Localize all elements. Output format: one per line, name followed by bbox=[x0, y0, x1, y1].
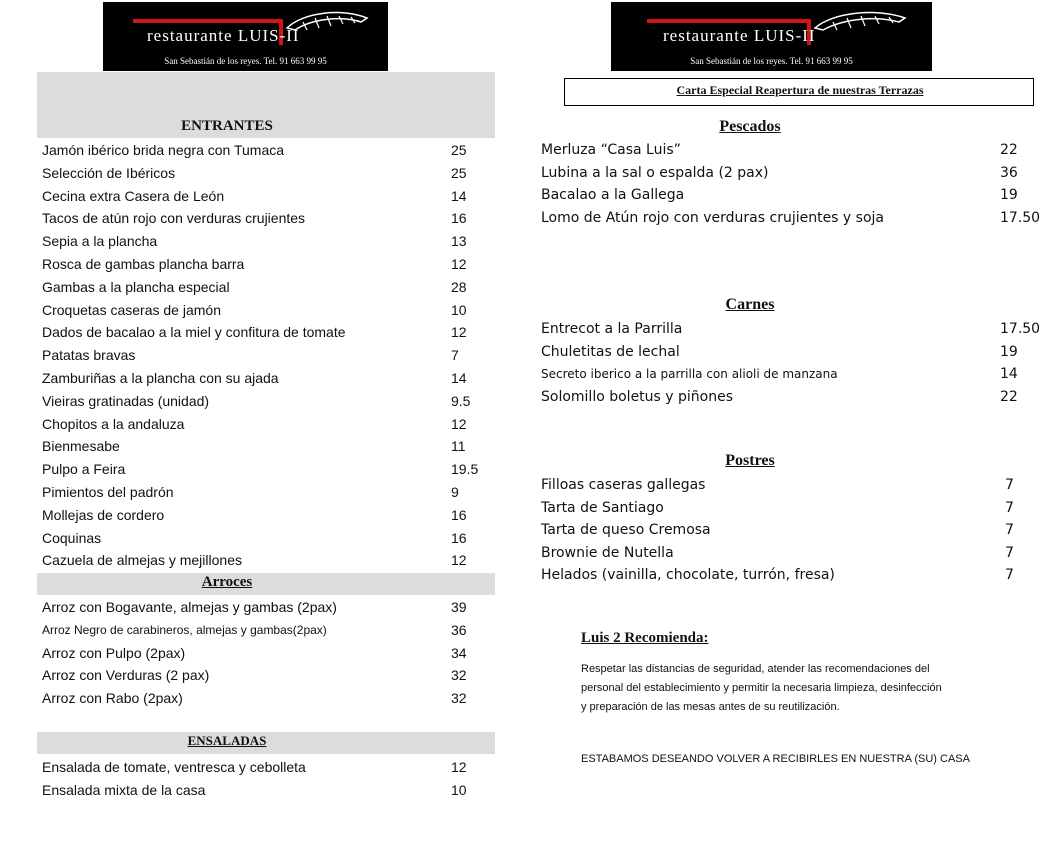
menu-item-price: 39 bbox=[451, 599, 467, 615]
menu-item-price: 19.5 bbox=[451, 461, 479, 477]
menu-item-name: Vieiras gratinadas (unidad) bbox=[42, 393, 210, 409]
recomienda-line: Respetar las distancias de seguridad, atender las recomendaciones del bbox=[581, 663, 930, 675]
restaurant-logo-right bbox=[611, 2, 932, 71]
entrantes-heading: ENTRANTES bbox=[181, 118, 273, 134]
menu-item-name: Tacos de atún rojo con verduras crujientes bbox=[42, 210, 306, 226]
special-menu-title: Carta Especial Reapertura de nuestras Terrazas bbox=[676, 83, 924, 97]
menu-item-price: 12 bbox=[451, 324, 467, 340]
menu-item bbox=[42, 642, 500, 664]
menu-item-name: Arroz Negro de carabineros, almejas y gambas(2pax) bbox=[42, 623, 327, 637]
menu-item-name: Bacalao a la Gallega bbox=[541, 187, 685, 203]
menu-item-price: 17.50 bbox=[1000, 321, 1040, 337]
menu-item-price: 7 bbox=[451, 347, 459, 363]
menu-item bbox=[42, 299, 500, 321]
recomienda-text bbox=[581, 660, 1021, 717]
menu-item bbox=[541, 162, 1024, 184]
menu-item bbox=[42, 435, 500, 457]
menu-item-name: Tarta de queso Cremosa bbox=[541, 522, 711, 538]
menu-item-name: Rosca de gambas plancha barra bbox=[42, 256, 245, 272]
menu-item bbox=[42, 664, 500, 686]
menu-item bbox=[541, 318, 1040, 340]
menu-item bbox=[541, 207, 1040, 229]
menu-item-price: 36 bbox=[1000, 165, 1018, 181]
menu-item bbox=[541, 519, 1024, 541]
menu-item-name: Patatas bravas bbox=[42, 347, 136, 363]
menu-item bbox=[541, 386, 1024, 408]
menu-item-price: 22 bbox=[1000, 389, 1018, 405]
menu-item-name: Cecina extra Casera de León bbox=[42, 188, 225, 204]
menu-item-price: 12 bbox=[451, 552, 467, 568]
logo-subtitle: San Sebastián de los reyes. Tel. 91 663 99 95 bbox=[164, 56, 327, 66]
ensaladas-heading: ENSALADAS bbox=[187, 733, 267, 748]
menu-item-name: Zamburiñas a la plancha con su ajada bbox=[42, 370, 279, 386]
menu-item-price: 14 bbox=[1000, 366, 1018, 382]
logo-name: restaurante LUIS-II bbox=[663, 26, 816, 45]
menu-item-name: Jamón ibérico brida negra con Tumaca bbox=[42, 142, 285, 158]
menu-item-price: 16 bbox=[451, 507, 467, 523]
menu-item bbox=[541, 341, 1024, 363]
menu-item-name: Selección de Ibéricos bbox=[42, 165, 176, 181]
menu-item-name: Arroz con Verduras (2 pax) bbox=[42, 667, 210, 683]
menu-item-price: 10 bbox=[451, 302, 467, 318]
menu-item bbox=[541, 564, 1024, 586]
menu-item-name: Chuletitas de lechal bbox=[541, 344, 680, 360]
menu-item bbox=[42, 779, 500, 801]
menu-item-name: Gambas a la plancha especial bbox=[42, 279, 230, 295]
menu-item-name: Ensalada mixta de la casa bbox=[42, 782, 206, 798]
closing-message: ESTABAMOS DESEANDO VOLVER A RECIBIRLES EN NUESTRA (SU) CASA bbox=[581, 753, 970, 765]
menu-item-price: 9.5 bbox=[451, 393, 471, 409]
menu-item bbox=[42, 276, 500, 298]
menu-item-price: 12 bbox=[451, 759, 467, 775]
menu-item-name: Sepia a la plancha bbox=[42, 233, 158, 249]
menu-item-price: 12 bbox=[451, 256, 467, 272]
menu-item-price: 28 bbox=[451, 279, 467, 295]
menu-item-name: Lubina a la sal o espalda (2 pax) bbox=[541, 165, 769, 181]
menu-item bbox=[42, 253, 500, 275]
menu-item-price: 7 bbox=[1005, 545, 1014, 561]
menu-item-price: 14 bbox=[451, 370, 467, 386]
menu-item-name: Cazuela de almejas y mejillones bbox=[42, 552, 242, 568]
menu-item bbox=[42, 344, 500, 366]
menu-item-name: Filloas caseras gallegas bbox=[541, 477, 706, 493]
special-menu-title-box bbox=[564, 78, 1034, 106]
menu-item bbox=[541, 363, 1024, 385]
menu-item-price: 32 bbox=[451, 667, 467, 683]
menu-item-price: 7 bbox=[1005, 567, 1014, 583]
menu-item bbox=[42, 527, 500, 549]
pescados-heading: Pescados bbox=[719, 118, 781, 135]
menu-item-name: Lomo de Atún rojo con verduras crujientes y soja bbox=[541, 210, 884, 226]
restaurant-logo-left bbox=[103, 2, 388, 71]
menu-item bbox=[42, 756, 500, 778]
menu-item-price: 11 bbox=[451, 438, 466, 454]
menu-item-price: 19 bbox=[1000, 187, 1018, 203]
recomienda-line: y preparación de las mesas antes de su reutilización. bbox=[581, 701, 840, 713]
recomienda-heading: Luis 2 Recomienda: bbox=[581, 630, 709, 646]
menu-item-name: Mollejas de cordero bbox=[42, 507, 165, 523]
menu-item bbox=[42, 458, 500, 480]
menu-item bbox=[541, 497, 1024, 519]
menu-item bbox=[42, 185, 500, 207]
menu-item bbox=[42, 367, 500, 389]
menu-item-name: Pimientos del padrón bbox=[42, 484, 174, 500]
menu-item-name: Brownie de Nutella bbox=[541, 545, 674, 561]
menu-item bbox=[541, 139, 1024, 161]
menu-item-price: 10 bbox=[451, 782, 467, 798]
menu-item-price: 7 bbox=[1005, 477, 1014, 493]
menu-item-price: 16 bbox=[451, 530, 467, 546]
menu-item-price: 7 bbox=[1005, 500, 1014, 516]
menu-item bbox=[42, 162, 500, 184]
menu-item-name: Arroz con Pulpo (2pax) bbox=[42, 645, 186, 661]
carnes-heading: Carnes bbox=[725, 296, 775, 313]
menu-item bbox=[42, 321, 500, 343]
menu-item-price: 13 bbox=[451, 233, 467, 249]
menu-item bbox=[541, 184, 1024, 206]
menu-item-price: 7 bbox=[1005, 522, 1014, 538]
menu-item-price: 36 bbox=[451, 622, 467, 638]
menu-item-name: Chopitos a la andaluza bbox=[42, 416, 185, 432]
menu-item bbox=[42, 413, 500, 435]
menu-item-name: Dados de bacalao a la miel y confitura de tomate bbox=[42, 324, 346, 340]
logo-subtitle: San Sebastián de los reyes. Tel. 91 663 99 95 bbox=[690, 56, 853, 66]
menu-item-price: 22 bbox=[1000, 142, 1018, 158]
menu-item-name: Secreto iberico a la parrilla con alioli de manzana bbox=[541, 367, 838, 381]
lobster-icon bbox=[811, 8, 911, 34]
menu-item bbox=[42, 619, 500, 641]
menu-item-price: 19 bbox=[1000, 344, 1018, 360]
menu-item-name: Solomillo boletus y piñones bbox=[541, 389, 734, 405]
menu-item-price: 17.50 bbox=[1000, 210, 1040, 226]
logo-name: restaurante LUIS-II bbox=[147, 26, 300, 45]
menu-item-name: Pulpo a Feira bbox=[42, 461, 126, 477]
menu-item-price: 16 bbox=[451, 210, 467, 226]
menu-item bbox=[541, 474, 1024, 496]
postres-heading: Postres bbox=[725, 452, 775, 469]
menu-item-name: Merluza “Casa Luis” bbox=[541, 142, 681, 158]
menu-item-name: Arroz con Rabo (2pax) bbox=[42, 690, 183, 706]
menu-item bbox=[42, 139, 500, 161]
menu-item-name: Entrecot a la Parrilla bbox=[541, 321, 683, 337]
menu-item-name: Bienmesabe bbox=[42, 438, 120, 454]
menu-item bbox=[42, 504, 500, 526]
menu-item bbox=[42, 596, 500, 618]
menu-item bbox=[541, 542, 1024, 564]
menu-item-name: Ensalada de tomate, ventresca y cebolleta bbox=[42, 759, 306, 775]
menu-item-price: 34 bbox=[451, 645, 467, 661]
menu-item-price: 14 bbox=[451, 188, 467, 204]
menu-item-price: 12 bbox=[451, 416, 467, 432]
menu-item-price: 25 bbox=[451, 165, 467, 181]
menu-item-name: Arroz con Bogavante, almejas y gambas (2pax) bbox=[42, 599, 337, 615]
menu-item-name: Helados (vainilla, chocolate, turrón, fresa) bbox=[541, 567, 835, 583]
menu-item-name: Tarta de Santiago bbox=[541, 500, 664, 516]
menu-item-price: 9 bbox=[451, 484, 459, 500]
menu-item-price: 25 bbox=[451, 142, 467, 158]
menu-item bbox=[42, 207, 500, 229]
arroces-heading: Arroces bbox=[201, 574, 253, 590]
menu-item bbox=[42, 549, 500, 571]
menu-item-name: Croquetas caseras de jamón bbox=[42, 302, 221, 318]
menu-item bbox=[42, 390, 500, 412]
menu-item bbox=[42, 481, 500, 503]
menu-item-price: 32 bbox=[451, 690, 467, 706]
menu-item-name: Coquinas bbox=[42, 530, 102, 546]
recomienda-line: personal del establecimiento y permitir la necesaria limpieza, desinfección bbox=[581, 682, 942, 694]
menu-item bbox=[42, 230, 500, 252]
menu-item bbox=[42, 687, 500, 709]
